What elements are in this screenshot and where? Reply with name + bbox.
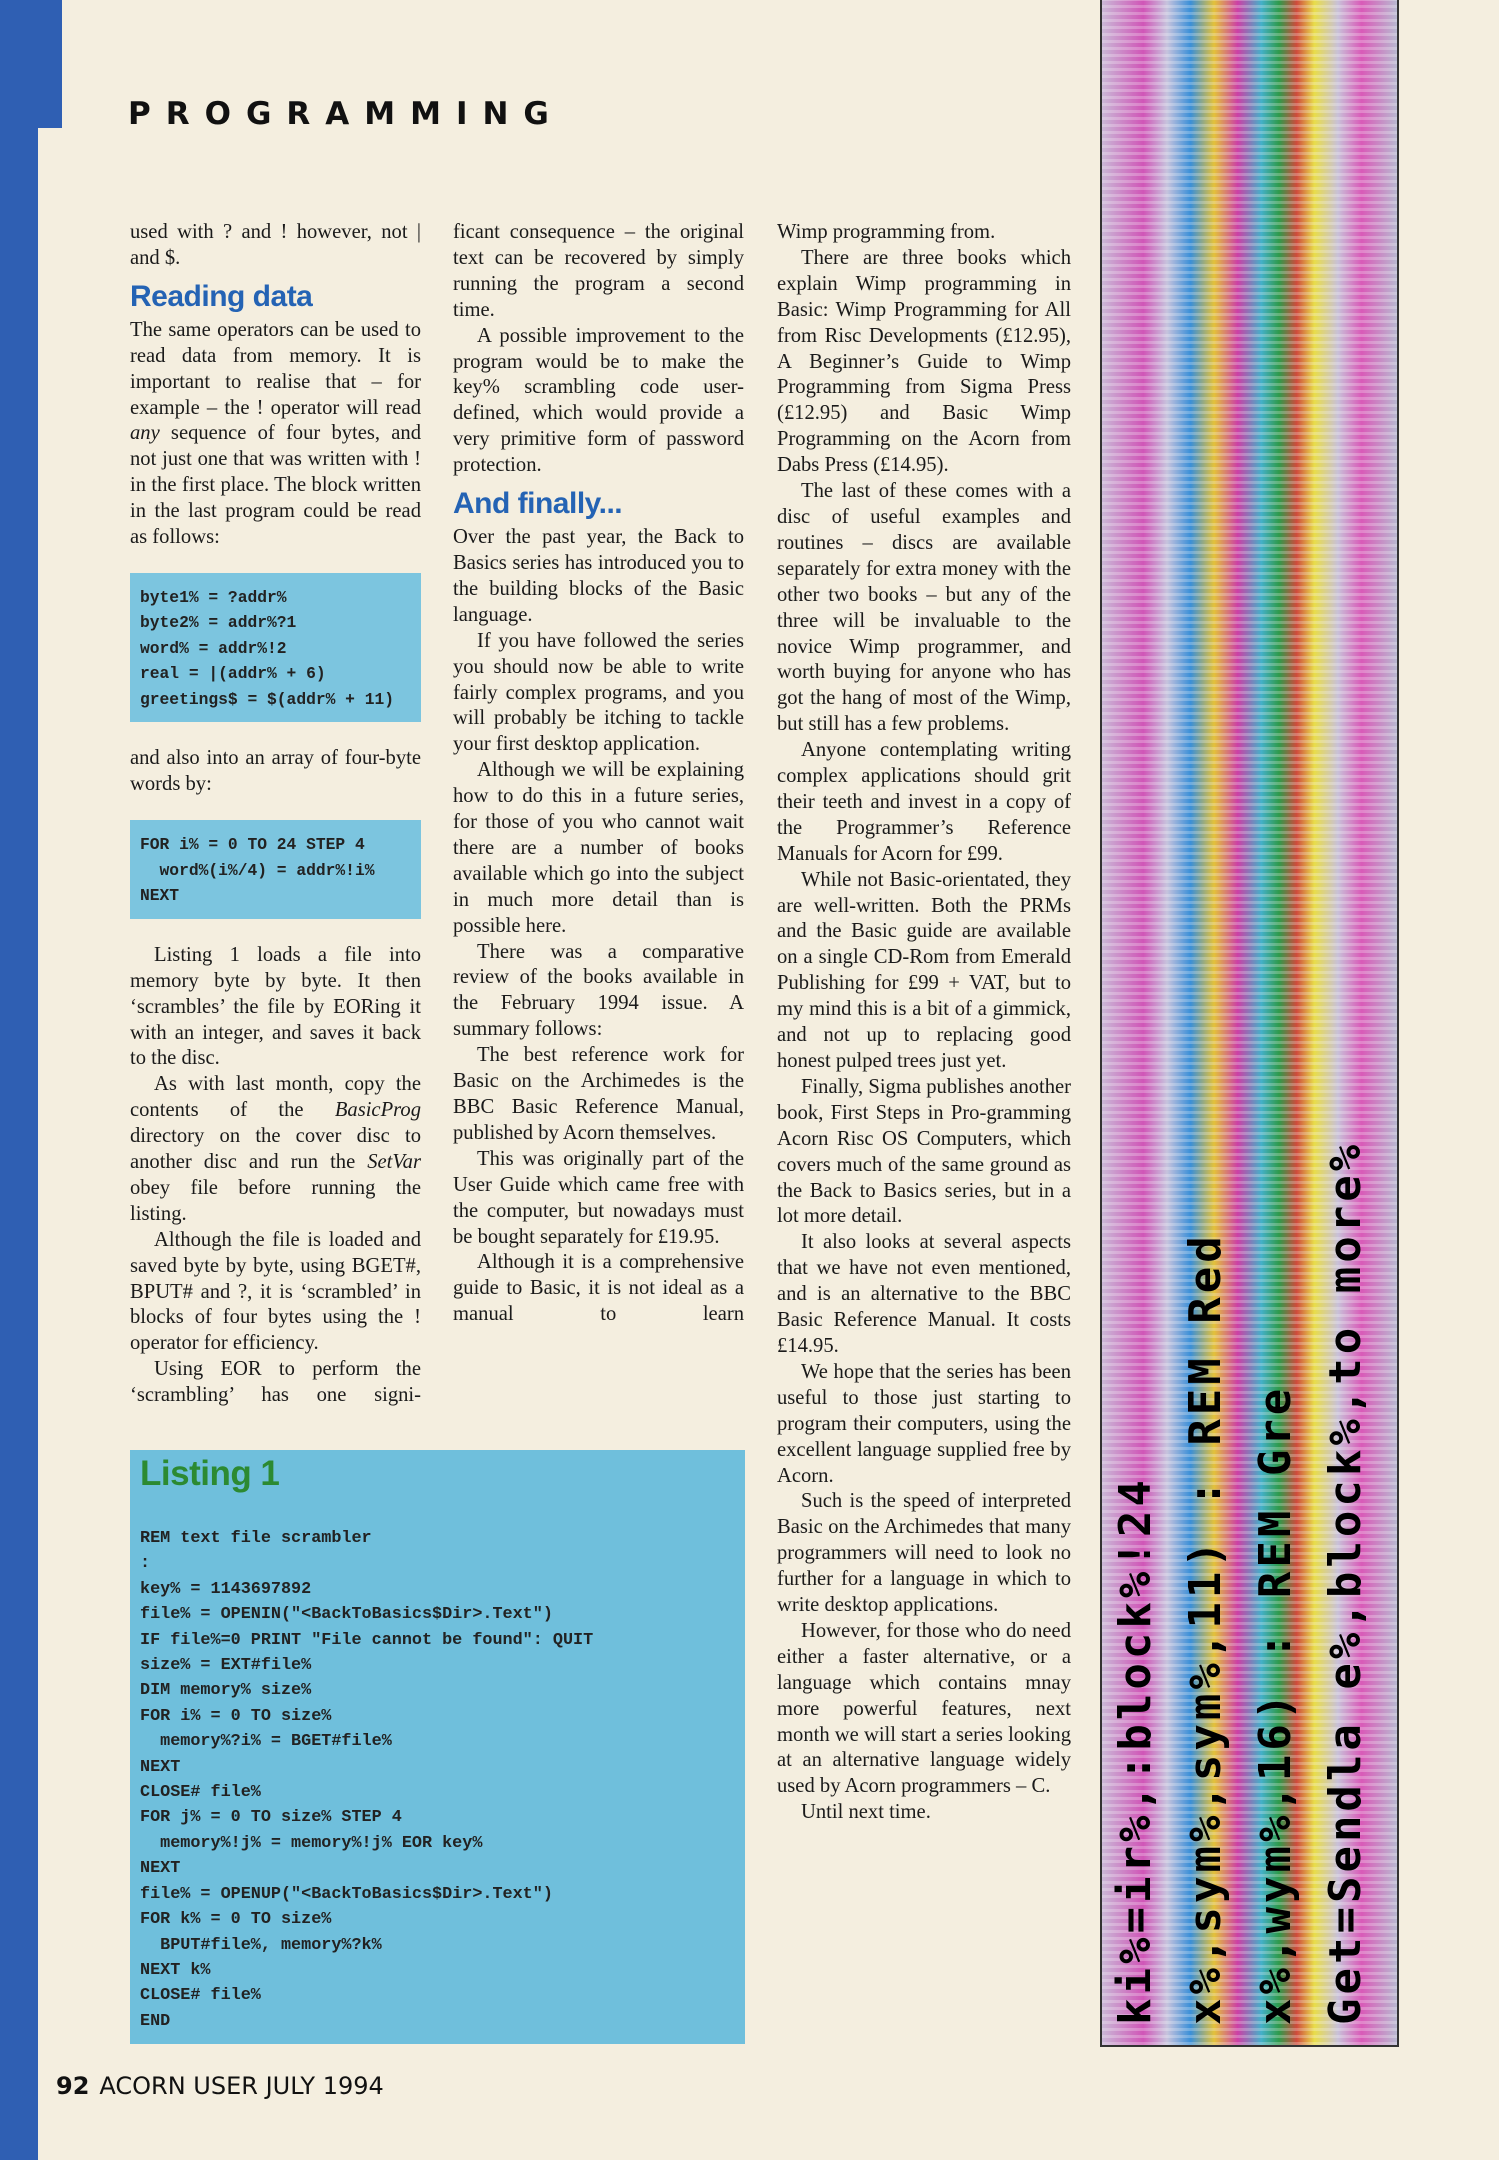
body-paragraph: The best reference work for Basic on the Archimedes is the BBC Basic Reference Manual, published by Acorn themselves. — [453, 1044, 744, 1144]
code-line: REM text file scrambler — [140, 1529, 372, 1548]
article-column-2 — [453, 220, 744, 1328]
body-paragraph: Although we will be explaining how to do this in a future series, for those of you who cannot wait there are a number of books available which go into the subject in much more detail than is possible here. — [453, 759, 744, 937]
body-paragraph: Finally, Sigma publishes another book, First Steps in Pro-gramming Acorn Risc OS Computers, which covers much of the same ground as the Back to Basics series, but in a lot more detail. — [777, 1075, 1071, 1228]
code-line: FOR i% = 0 TO size% — [140, 1706, 332, 1726]
page-edge-bar — [0, 0, 62, 128]
body-paragraph: It also looks at several aspects that we have not even mentioned, and is an alternative to the BBC Basic Reference Manual. It costs £14.95. — [777, 1231, 1071, 1357]
text-run: directory on the cover disc to another disc and run the — [130, 1125, 421, 1174]
body-paragraph: The last of these comes with a disc of useful examples and routines – discs are available separately for extra money with the other two books – but any of the three will be invaluable to the novice Wimp programmer, and worth buying for anyone who has got the hang of most of the Wimp, but still has a few problems. — [777, 480, 1071, 736]
code-line: IF file%=0 PRINT "File cannot be found": QUIT — [140, 1630, 594, 1650]
code-line: FOR j% = 0 TO size% STEP 4 — [140, 1808, 402, 1828]
body-paragraph: If you have followed the series you should now be able to write fairly complex programs, and you will probably be itching to tackle your first desktop application. — [453, 629, 744, 756]
article-column-3 — [777, 220, 1071, 1826]
page-footer — [56, 2072, 384, 2100]
body-paragraph: Wimp programming from. — [777, 221, 996, 243]
code-line: byte2% = addr%?1 — [140, 613, 297, 633]
code-line: END — [140, 2011, 171, 2031]
code-line: size% = EXT#file% — [140, 1656, 312, 1676]
code-line: real = |(addr% + 6) — [140, 664, 326, 684]
screen-text-line: ki%=ir%,:block%!24 — [1110, 1476, 1161, 2025]
screen-image-text — [1102, 0, 1397, 2045]
code-line: : — [140, 1554, 151, 1574]
body-paragraph: Using EOR to perform the ‘scrambling’ has one signi- — [130, 1358, 421, 1407]
body-paragraph: used with ? and ! however, not | and $. — [130, 221, 421, 269]
section-heading: And finally... — [453, 487, 623, 521]
text-run: obey file before running the listing. — [130, 1176, 421, 1225]
code-line: memory%?i% = BGET#file% — [140, 1732, 392, 1752]
screen-text-line: Get=Sendla e%,block%,to more% — [1320, 1140, 1371, 2025]
page-edge-bar-side — [0, 128, 38, 2160]
body-paragraph: and also into an array of four-byte words by: — [130, 747, 421, 796]
text-run: As with last month, copy the contents of the — [130, 1073, 421, 1122]
italic-text: any — [130, 422, 160, 445]
code-line: FOR k% = 0 TO size% — [140, 1910, 332, 1930]
body-paragraph: While not Basic-orientated, they are well-written. Both the PRMs and the Basic guide are available on a single CD-Rom from Emerald Publishing for £99 + VAT, but to my mind this is a bit of a gimmick, and not up to replacing good honest pulped trees just yet. — [777, 868, 1071, 1072]
body-paragraph: Over the past year, the Back to Basics series has introduced you to the building blocks of the Basic language. — [453, 526, 744, 626]
publication-name: ACORN USER JULY 1994 — [99, 2072, 384, 2100]
page-number: 92 — [56, 2072, 90, 2100]
code-snippet — [130, 820, 421, 919]
code-line: NEXT k% — [140, 1960, 211, 1980]
code-line: memory%!j% = memory%!j% EOR key% — [140, 1833, 483, 1853]
body-paragraph: Anyone contemplating writing complex applications should grit their teeth and invest in a copy of the Programmer’s Reference Manuals for Acorn for £99. — [777, 739, 1071, 865]
body-paragraph: Although the file is loaded and saved byte by byte, using BGET#, BPUT# and ?, it is ‘scrambled’ in blocks of four bytes using the ! operator for efficiency. — [130, 1228, 421, 1355]
code-line: CLOSE# file% — [140, 1986, 261, 2006]
code-line: NEXT — [140, 886, 180, 906]
code-line: key% = 1143697892 — [140, 1579, 312, 1599]
body-paragraph — [130, 318, 421, 551]
code-line: BPUT#file%, memory%?k% — [140, 1935, 382, 1955]
body-paragraph: A possible improvement to the program would be to make the key% scrambling code user-defined, which would provide a very primitive form of password protection. — [453, 324, 744, 477]
code-line: NEXT — [140, 1757, 181, 1777]
text-run: The same operators can be used to read data from memory. It is important to realise that – for example – the ! operator will read — [130, 318, 421, 419]
body-paragraph: This was originally part of the User Guide which came free with the computer, but nowadays must be bought separately for £19.95. — [453, 1147, 744, 1248]
italic-text: BasicProg — [334, 1099, 421, 1122]
italic-text: SetVar — [367, 1151, 421, 1174]
section-heading: Reading data — [130, 279, 313, 313]
body-paragraph: Until next time. — [801, 1801, 931, 1824]
code-line: greetings$ = $(addr% + 11) — [140, 689, 395, 709]
listing-box — [130, 1450, 745, 2044]
decorative-screen-image — [1100, 0, 1399, 2047]
screen-text-line: x%,sym%,sym%,11) : REM Red — [1180, 1232, 1231, 2025]
code-line: word% = addr%!2 — [140, 638, 287, 658]
text-run: sequence of four bytes, and not just one that was written with ! in the first place. The block written in the last program could be read as follows: — [130, 422, 421, 549]
code-line: NEXT — [140, 1859, 181, 1879]
body-paragraph: Although it is a comprehensive guide to Basic, it is not ideal as a manual to learn — [453, 1251, 744, 1326]
code-line: DIM memory% size% — [140, 1681, 312, 1701]
body-paragraph: We hope that the series has been useful to those just starting to program their computers, using the excellent language supplied free by Acorn. — [777, 1360, 1071, 1487]
listing-code — [140, 1526, 593, 2034]
body-paragraph: There are three books which explain Wimp programming in Basic: Wimp Programming for All from Risc Developments (£12.95), A Beginner’s Guide to Wimp Programming from Sigma Press (£12.95) and Basic Wimp Programming on the Acorn from Dabs Press (£14.95). — [777, 246, 1071, 477]
code-line: CLOSE# file% — [140, 1783, 261, 1803]
body-paragraph: ficant consequence – the original text can be recovered by simply running the program a second time. — [453, 221, 744, 321]
code-line: byte1% = ?addr% — [140, 587, 287, 607]
screen-text-line: x%,wym%,16) : REM Gre — [1250, 1384, 1301, 2025]
body-paragraph: However, for those who do need either a faster alternative, or a language which contains mnay more powerful features, next month we will start a series looking at an alternative language widely used by Acorn programmers – C. — [777, 1619, 1071, 1798]
body-paragraph: Listing 1 loads a file into memory byte by byte. It then ‘scrambles’ the file by EORing it with an integer, and saves it back to the disc. — [130, 943, 421, 1070]
article-column-1 — [130, 220, 421, 1409]
code-line: FOR i% = 0 TO 24 STEP 4 — [140, 835, 365, 855]
body-paragraph: There was a comparative review of the books available in the February 1994 issue. A summary follows: — [453, 940, 744, 1041]
code-line: file% = OPENIN("<BackToBasics$Dir>.Text") — [140, 1605, 553, 1625]
code-snippet — [130, 573, 421, 723]
code-line: word%(i%/4) = addr%!i% — [140, 860, 375, 880]
body-paragraph — [130, 1072, 421, 1227]
body-paragraph: Such is the speed of interpreted Basic on the Archimedes that many programmers will need to look no further for a language in which to write desktop applications. — [777, 1490, 1071, 1617]
section-title: PROGRAMMING — [128, 96, 564, 132]
code-line: file% = OPENUP("<BackToBasics$Dir>.Text") — [140, 1884, 553, 1904]
listing-title: Listing 1 — [140, 1454, 280, 1493]
